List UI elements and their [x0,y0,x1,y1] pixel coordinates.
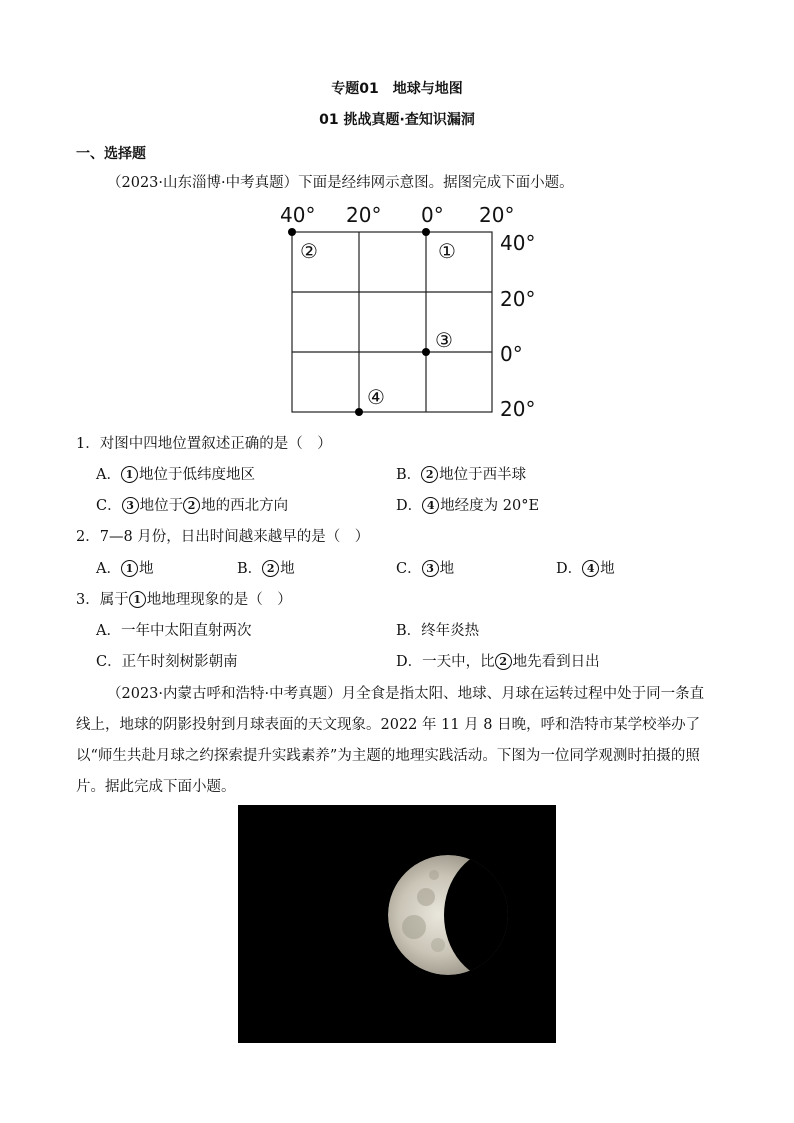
point-2-dot [288,228,296,236]
option-text: 地位于 [139,498,184,514]
option-letter: C． [96,498,122,514]
point-4-dot [355,408,363,416]
right-label-20-south: 20° [500,397,536,421]
point-3-dot [422,348,430,356]
marker-2: ② [300,239,318,263]
question-3-option-b [396,621,479,641]
passage-intro-2: （2023·内蒙古呼和浩特·中考真题）月全食是指太阳、地球、月球在运转过程中处于同一条直线上，地球的阴影投射到月球表面的天文现象。2022 年 11 月 8 日晚，呼和浩特市某学校举办了以“师生共赴月球之约探索提升实践素养”为主题的地理实践活动。下图为一位同学观测时拍摄的照片。据此完成下面小题。 [76,686,705,795]
marker-1: ① [438,239,456,263]
option-letter: C． [396,561,422,577]
question-3-option-a [96,621,251,641]
option-letter: B． [396,467,422,483]
option-text: 地位于西半球 [439,467,527,483]
option-text: 地 [280,561,295,577]
question-1-option-d [396,496,539,516]
option-text-tail: 地先看到日出 [512,654,600,670]
page-title: 专题01 地球与地图 [331,81,463,97]
circled-number-icon: 1 [121,466,138,483]
circled-number-icon: 2 [421,466,438,483]
circled-number-icon: 1 [129,591,146,608]
right-label-40: 40° [500,231,536,255]
option-letter: A． [96,623,121,639]
lunar-eclipse-photo [238,805,556,1043]
question-1-option-c [96,496,288,516]
option-text: 一天中，比 [422,654,495,670]
circled-number-icon: 3 [122,497,139,514]
option-letter: B． [396,623,422,639]
option-text: 一年中太阳直射两次 [120,623,252,639]
right-label-20: 20° [500,287,536,311]
circled-number-icon: 4 [582,560,599,577]
top-label-20-east: 20° [479,203,515,227]
circled-number-icon: 4 [422,497,439,514]
stem-prefix: 3．属于 [76,592,129,608]
option-letter: A． [96,561,121,577]
option-letter: A． [96,467,121,483]
option-text: 终年炎热 [421,623,480,639]
option-text: 地经度为 20°E [440,498,540,514]
page-subtitle: 01 挑战真题·查知识漏洞 [319,112,475,128]
point-1-dot [422,228,430,236]
option-text: 地 [600,561,615,577]
circled-number-icon: 2 [262,560,279,577]
option-letter: D． [396,654,423,670]
question-2-stem: 2．7—8 月份，日出时间越来越早的是（ ） [76,529,370,545]
grid-lines [292,232,492,412]
top-label-20: 20° [346,203,382,227]
circled-number-icon: 2 [183,497,200,514]
option-text: 正午时刻树影朝南 [121,654,238,670]
right-label-0: 0° [500,342,523,366]
option-text: 地 [138,561,154,577]
question-1-option-a [96,465,255,485]
lat-long-grid-figure [270,196,560,422]
question-3-stem [76,590,292,610]
stem-suffix: 地地理现象的是（ ） [146,592,292,608]
option-letter: C． [96,654,122,670]
circled-number-icon: 1 [121,560,138,577]
top-label-40: 40° [280,203,316,227]
question-1-option-b [396,465,526,485]
option-text-tail: 地的西北方向 [201,498,289,514]
question-3-option-d [396,652,600,672]
circled-number-icon: 3 [422,560,439,577]
question-2-option-d [556,559,615,579]
top-label-0: 0° [421,203,444,227]
moon-image [238,805,556,1043]
passage-intro-1: （2023·山东淄博·中考真题）下面是经纬网示意图。据图完成下面小题。 [107,175,574,191]
option-letter: D． [556,561,583,577]
marker-4: ④ [367,385,385,409]
option-text: 地 [439,561,455,577]
question-3-option-c [96,652,238,672]
question-2-option-b [237,559,295,579]
question-2-option-a [96,559,153,579]
question-2-option-c [396,559,454,579]
circled-number-icon: 2 [495,653,512,670]
option-letter: D． [396,498,423,514]
option-letter: B． [237,561,263,577]
marker-3: ③ [435,328,453,352]
option-text: 地位于低纬度地区 [138,467,255,483]
question-1-stem: 1．对图中四地位置叙述正确的是（ ） [76,436,332,452]
section-heading: 一、选择题 [76,146,146,162]
